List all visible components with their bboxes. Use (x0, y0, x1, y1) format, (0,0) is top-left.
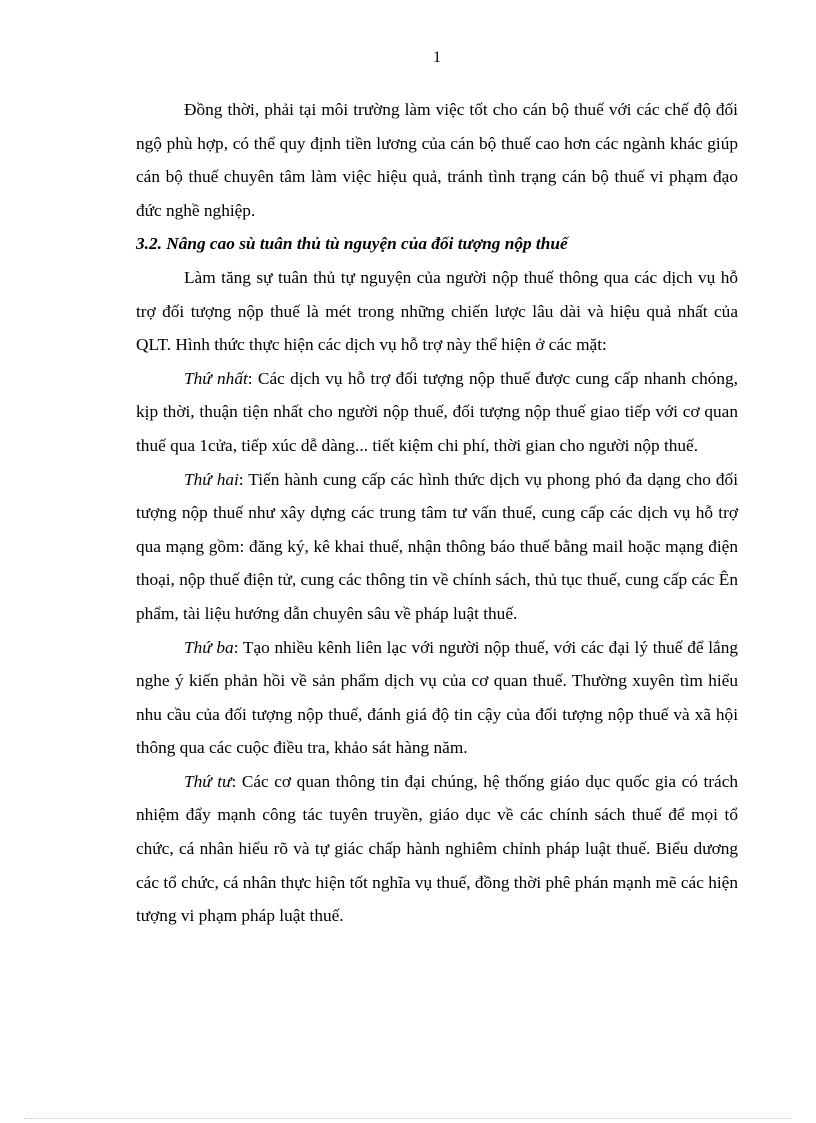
intro-paragraph: Đồng thời, phải tại môi trường làm việc tốt cho cán bộ thuế với các chế độ đối ngộ phù hợp, có thể quy định tiền lương của cán bộ thuế cao hơn các ngành khác giúp cán bộ thuế chuyên tâm làm việc hiệu quả, tránh tình trạng cán bộ thuế vi phạm đạo đức nghề nghiệp. (136, 100, 738, 220)
document-body (136, 93, 738, 933)
item-lead-second: Thứ hai (184, 469, 239, 489)
item-text-first: : Các dịch vụ hỗ trợ đối tượng nộp thuế được cung cấp nhanh chóng, kịp thời, thuận tiện nhất cho người nộp thuế, đối tượng nộp thuế giao tiếp với cơ quan thuế qua 1cửa, tiếp xúc dễ dàng... tiết kiệm chi phí, thời gian cho người nộp thuế. (136, 368, 738, 455)
item-text-third: : Tạo nhiều kênh liên lạc với người nộp thuế, với các đại lý thuế để lắng nghe ý kiến phản hồi về sản phẩm dịch vụ của cơ quan thuế. Thường xuyên tìm hiểu nhu cầu của đối tượng nộp thuế, đánh giá độ tin cậy của đối tượng nộp thuế và xã hội thông qua các cuộc điều tra, khảo sát hàng năm. (136, 637, 738, 758)
list-item-third (136, 631, 738, 765)
item-lead-fourth: Thứ tư (184, 771, 232, 791)
list-item-fourth (136, 765, 738, 933)
list-item-first (136, 362, 738, 463)
list-item-second (136, 463, 738, 631)
page-bottom-divider (24, 1118, 792, 1119)
item-text-second: : Tiến hành cung cấp các hình thức dịch vụ phong phó đa dạng cho đối tượng nộp thuế như xây dựng các trung tâm tư vấn thuế, cung cấp các dịch vụ hỗ trợ qua mạng gồm: đăng ký, kê khai thuế, nhận thông báo thuế bằng mail hoặc mạng điện thoại, nộp thuế điện tử, cung các thông tin về chính sách, thủ tục thuế, cung cấp các Ên phẩm, tài liệu hướng dẫn chuyên sâu về pháp luật thuế. (136, 469, 738, 623)
item-text-fourth: : Các cơ quan thông tin đại chúng, hệ thống giáo dục quốc gia có trách nhiệm đẩy mạnh công tác tuyên truyền, giáo dục về các chính sách thuế để mọi tổ chức, cá nhân hiểu rõ và tự giác chấp hành nghiêm chỉnh pháp luật thuế. Biểu dương các tổ chức, cá nhân thực hiện tốt nghĩa vụ thuế, đồng thời phê phán mạnh mẽ các hiện tượng vi phạm pháp luật thuế. (136, 771, 739, 926)
item-lead-third: Thứ ba (184, 637, 234, 657)
section-heading: 3.2. Nâng cao sù tuân thủ tù nguyện của đối tượng nộp thuế (136, 234, 568, 254)
item-lead-first: Thứ nhất (184, 368, 248, 388)
section-intro-paragraph: Làm tăng sự tuân thủ tự nguyện của người nộp thuế thông qua các dịch vụ hỗ trợ đối tượng nộp thuế là mét trong những chiến lược lâu dài và hiệu quả nhất của QLT. Hình thức thực hiện các dịch vụ hỗ trợ này thể hiện ở các mặt: (136, 267, 738, 355)
page-number: 1 (433, 49, 441, 66)
